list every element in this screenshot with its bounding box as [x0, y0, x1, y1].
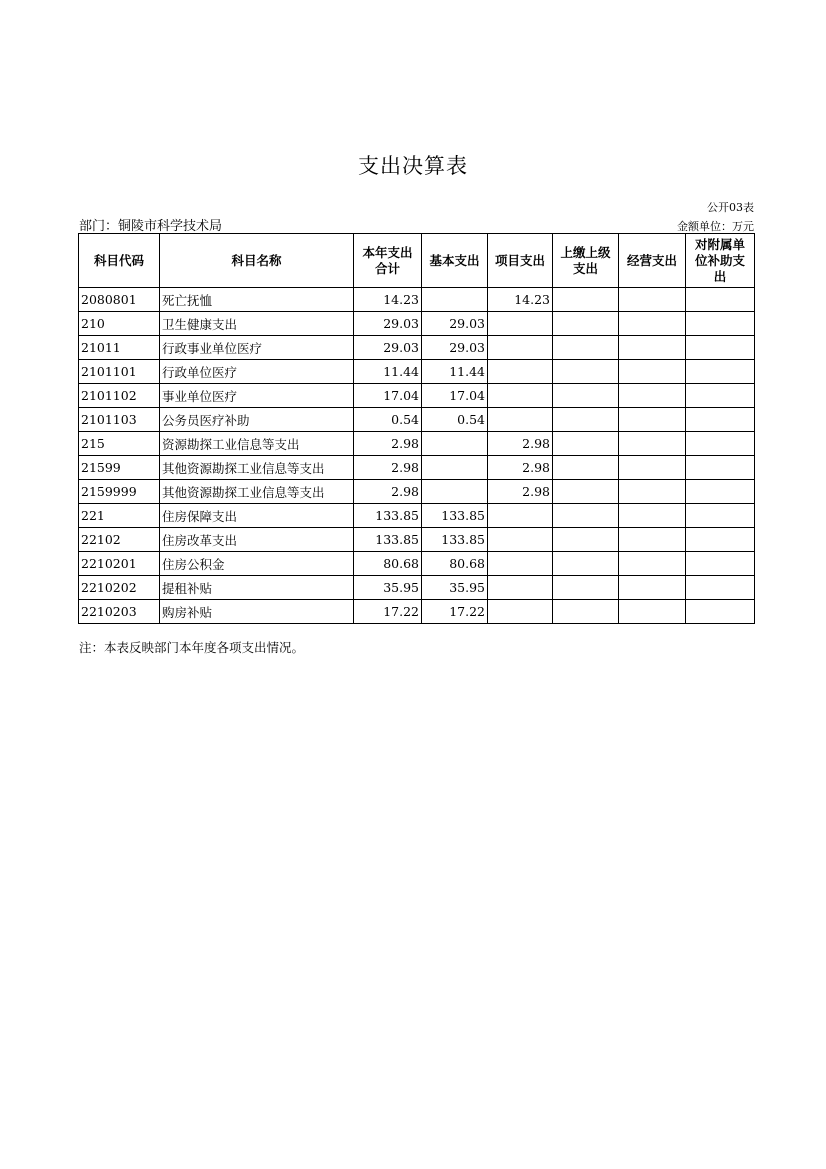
- cell-upper: [553, 312, 619, 336]
- cell-basic: [422, 432, 488, 456]
- cell-name: 住房改革支出: [160, 528, 354, 552]
- cell-total: 11.44: [354, 360, 422, 384]
- header-subsidy: 对附属单 位补助支 出: [686, 234, 755, 288]
- cell-total: 2.98: [354, 480, 422, 504]
- cell-upper: [553, 504, 619, 528]
- cell-total: 0.54: [354, 408, 422, 432]
- page-title: 支出决算表: [358, 154, 468, 178]
- cell-total: 29.03: [354, 336, 422, 360]
- cell-total: 35.95: [354, 576, 422, 600]
- cell-subsidy: [686, 552, 755, 576]
- table-row: [79, 480, 755, 504]
- cell-project: [488, 504, 553, 528]
- cell-subsidy: [686, 360, 755, 384]
- cell-business: [619, 288, 686, 312]
- cell-business: [619, 336, 686, 360]
- cell-subsidy: [686, 504, 755, 528]
- cell-total: 14.23: [354, 288, 422, 312]
- cell-project: 2.98: [488, 432, 553, 456]
- cell-code: 2101103: [79, 408, 160, 432]
- cell-subsidy: [686, 480, 755, 504]
- cell-business: [619, 504, 686, 528]
- table-body: [79, 288, 755, 624]
- cell-business: [619, 312, 686, 336]
- header-total: 本年支出 合计: [354, 234, 422, 288]
- cell-code: 2101101: [79, 360, 160, 384]
- cell-total: 80.68: [354, 552, 422, 576]
- cell-basic: 17.04: [422, 384, 488, 408]
- cell-basic: 80.68: [422, 552, 488, 576]
- cell-subsidy: [686, 528, 755, 552]
- cell-name: 购房补贴: [160, 600, 354, 624]
- cell-name: 其他资源勘探工业信息等支出: [160, 480, 354, 504]
- table-row: [79, 504, 755, 528]
- amount-unit-label: 金额单位：万元: [677, 220, 754, 233]
- cell-subsidy: [686, 600, 755, 624]
- cell-basic: [422, 456, 488, 480]
- cell-basic: 11.44: [422, 360, 488, 384]
- cell-subsidy: [686, 408, 755, 432]
- cell-name: 行政单位医疗: [160, 360, 354, 384]
- cell-upper: [553, 552, 619, 576]
- table-row: [79, 360, 755, 384]
- cell-upper: [553, 408, 619, 432]
- table-row: [79, 528, 755, 552]
- cell-business: [619, 360, 686, 384]
- cell-project: [488, 552, 553, 576]
- cell-project: 2.98: [488, 456, 553, 480]
- table-row: [79, 384, 755, 408]
- table-row: [79, 576, 755, 600]
- cell-name: 资源勘探工业信息等支出: [160, 432, 354, 456]
- cell-code: 215: [79, 432, 160, 456]
- cell-basic: 133.85: [422, 504, 488, 528]
- cell-business: [619, 552, 686, 576]
- table-note: 注：本表反映部门本年度各项支出情况。: [79, 640, 305, 655]
- cell-code: 21599: [79, 456, 160, 480]
- cell-business: [619, 600, 686, 624]
- cell-name: 住房公积金: [160, 552, 354, 576]
- table-row: [79, 552, 755, 576]
- cell-upper: [553, 336, 619, 360]
- cell-code: 2210201: [79, 552, 160, 576]
- cell-business: [619, 408, 686, 432]
- cell-total: 17.22: [354, 600, 422, 624]
- cell-project: [488, 336, 553, 360]
- table-row: [79, 408, 755, 432]
- cell-upper: [553, 384, 619, 408]
- cell-upper: [553, 600, 619, 624]
- header-name: 科目名称: [160, 234, 354, 288]
- table-row: [79, 456, 755, 480]
- header-business: 经营支出: [619, 234, 686, 288]
- cell-subsidy: [686, 312, 755, 336]
- cell-upper: [553, 480, 619, 504]
- cell-subsidy: [686, 456, 755, 480]
- cell-code: 2080801: [79, 288, 160, 312]
- cell-upper: [553, 288, 619, 312]
- table-row: [79, 288, 755, 312]
- cell-code: 2101102: [79, 384, 160, 408]
- cell-business: [619, 576, 686, 600]
- cell-basic: [422, 288, 488, 312]
- cell-business: [619, 480, 686, 504]
- cell-project: [488, 600, 553, 624]
- table-header-row: [79, 234, 755, 288]
- cell-name: 提租补贴: [160, 576, 354, 600]
- cell-subsidy: [686, 288, 755, 312]
- cell-upper: [553, 528, 619, 552]
- cell-upper: [553, 456, 619, 480]
- cell-basic: 35.95: [422, 576, 488, 600]
- cell-basic: 17.22: [422, 600, 488, 624]
- header-code: 科目代码: [79, 234, 160, 288]
- cell-total: 2.98: [354, 456, 422, 480]
- cell-subsidy: [686, 336, 755, 360]
- cell-subsidy: [686, 432, 755, 456]
- cell-project: [488, 384, 553, 408]
- cell-name: 行政事业单位医疗: [160, 336, 354, 360]
- cell-project: [488, 408, 553, 432]
- cell-upper: [553, 360, 619, 384]
- cell-project: 14.23: [488, 288, 553, 312]
- cell-name: 公务员医疗补助: [160, 408, 354, 432]
- cell-business: [619, 528, 686, 552]
- cell-total: 17.04: [354, 384, 422, 408]
- cell-project: [488, 312, 553, 336]
- cell-name: 住房保障支出: [160, 504, 354, 528]
- cell-name: 卫生健康支出: [160, 312, 354, 336]
- cell-business: [619, 456, 686, 480]
- cell-code: 21011: [79, 336, 160, 360]
- cell-total: 29.03: [354, 312, 422, 336]
- cell-business: [619, 384, 686, 408]
- cell-project: [488, 360, 553, 384]
- cell-basic: 29.03: [422, 312, 488, 336]
- cell-basic: 29.03: [422, 336, 488, 360]
- cell-business: [619, 432, 686, 456]
- department-label: 部门：铜陵市科学技术局: [79, 219, 223, 234]
- cell-total: 133.85: [354, 504, 422, 528]
- cell-project: [488, 576, 553, 600]
- cell-basic: [422, 480, 488, 504]
- cell-subsidy: [686, 384, 755, 408]
- table-row: [79, 312, 755, 336]
- cell-basic: 0.54: [422, 408, 488, 432]
- header-basic: 基本支出: [422, 234, 488, 288]
- cell-code: 2210203: [79, 600, 160, 624]
- expenditure-table: [78, 233, 755, 624]
- cell-upper: [553, 576, 619, 600]
- header-project: 项目支出: [488, 234, 553, 288]
- cell-subsidy: [686, 576, 755, 600]
- table-row: [79, 600, 755, 624]
- cell-basic: 133.85: [422, 528, 488, 552]
- header-upper: 上缴上级 支出: [553, 234, 619, 288]
- cell-project: 2.98: [488, 480, 553, 504]
- form-number: 公开03表: [707, 201, 754, 214]
- cell-upper: [553, 432, 619, 456]
- cell-name: 死亡抚恤: [160, 288, 354, 312]
- table-row: [79, 336, 755, 360]
- cell-project: [488, 528, 553, 552]
- cell-total: 133.85: [354, 528, 422, 552]
- cell-code: 2159999: [79, 480, 160, 504]
- cell-code: 2210202: [79, 576, 160, 600]
- cell-name: 事业单位医疗: [160, 384, 354, 408]
- table-row: [79, 432, 755, 456]
- cell-name: 其他资源勘探工业信息等支出: [160, 456, 354, 480]
- cell-code: 221: [79, 504, 160, 528]
- cell-total: 2.98: [354, 432, 422, 456]
- cell-code: 210: [79, 312, 160, 336]
- cell-code: 22102: [79, 528, 160, 552]
